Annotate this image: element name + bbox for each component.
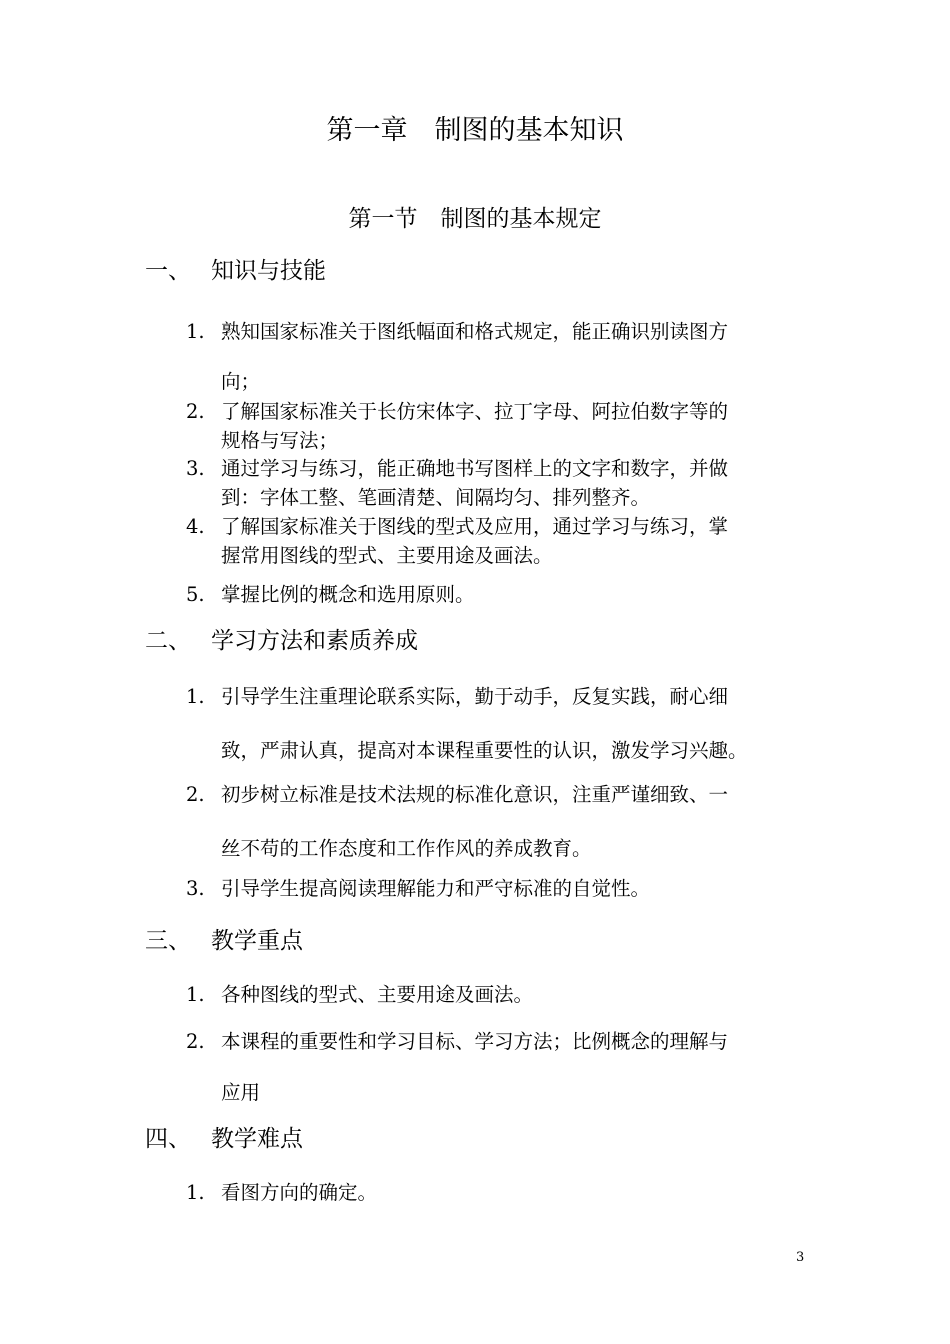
section-heading-number: 四、	[145, 1126, 191, 1152]
list-item	[186, 874, 816, 903]
list-item-number: 1.	[186, 1181, 205, 1204]
list-item-number: 4.	[186, 515, 205, 538]
list-item	[186, 1178, 816, 1207]
list-item	[186, 512, 816, 570]
list-item-number: 1.	[186, 983, 205, 1006]
list-item	[186, 307, 816, 407]
list-item-line: 各种图线的型式、主要用途及画法。	[221, 983, 534, 1006]
list-item-line: 通过学习与练习，能正确地书写图样上的文字和数字，并做	[221, 457, 729, 480]
section-heading-3	[145, 925, 303, 957]
list-item	[186, 1016, 816, 1118]
list-item-line: 熟知国家标准关于图纸幅面和格式规定，能正确识别读图方	[221, 320, 729, 343]
section-heading-2	[145, 625, 418, 657]
section-title: 第一节 制图的基本规定	[348, 206, 602, 232]
list-item-line: 了解国家标准关于长仿宋体字、拉丁字母、阿拉伯数字等的	[221, 400, 729, 423]
list-item-line: 到：字体工整、笔画清楚、间隔均匀、排列整齐。	[221, 486, 651, 509]
list-item-number: 2.	[186, 1030, 205, 1053]
list-item-number: 3.	[186, 877, 205, 900]
section-heading-1	[145, 255, 326, 287]
section-heading-title: 学习方法和素质养成	[211, 628, 418, 654]
chapter-title: 第一章 制图的基本知识	[326, 115, 624, 146]
list-item-line: 规格与写法；	[221, 429, 339, 452]
list-item	[186, 768, 816, 876]
list-item-line: 了解国家标准关于图线的型式及应用，通过学习与练习，掌	[221, 515, 729, 538]
list-item-line: 握常用图线的型式、主要用途及画法。	[221, 544, 553, 567]
list-item-number: 2.	[186, 783, 205, 806]
section-heading-number: 二、	[145, 628, 191, 654]
section-heading-title: 教学难点	[211, 1126, 303, 1152]
list-item	[186, 980, 816, 1009]
list-item	[186, 580, 816, 609]
list-item-line: 初步树立标准是技术法规的标准化意识，注重严谨细致、一	[221, 783, 729, 806]
list-item-line: 本课程的重要性和学习目标、学习方法；比例概念的理解与	[221, 1030, 729, 1053]
section-heading-4	[145, 1123, 303, 1155]
section-heading-title: 教学重点	[211, 928, 303, 954]
section-heading-number: 三、	[145, 928, 191, 954]
list-item-line: 引导学生注重理论联系实际，勤于动手，反复实践，耐心细	[221, 685, 729, 708]
section-heading-number: 一、	[145, 258, 191, 284]
list-item-number: 5.	[186, 583, 205, 606]
list-item-number: 3.	[186, 457, 205, 480]
list-item-line: 掌握比例的概念和选用原则。	[221, 583, 475, 606]
list-item-line: 应用	[221, 1081, 261, 1104]
list-item-line: 致，严肃认真，提高对本课程重要性的认识，激发学习兴趣。	[221, 739, 748, 762]
list-item-line: 引导学生提高阅读理解能力和严守标准的自觉性。	[221, 877, 651, 900]
list-item-number: 2.	[186, 400, 205, 423]
list-item	[186, 397, 816, 455]
list-item	[186, 670, 816, 778]
list-item-line: 看图方向的确定。	[221, 1181, 378, 1204]
list-item-number: 1.	[186, 685, 205, 708]
list-item	[186, 454, 816, 512]
list-item-number: 1.	[186, 320, 205, 343]
list-item-line: 向；	[221, 370, 261, 393]
page-number: 3	[796, 1250, 805, 1265]
list-item-line: 丝不苟的工作态度和工作作风的养成教育。	[221, 837, 592, 860]
section-heading-title: 知识与技能	[211, 258, 326, 284]
